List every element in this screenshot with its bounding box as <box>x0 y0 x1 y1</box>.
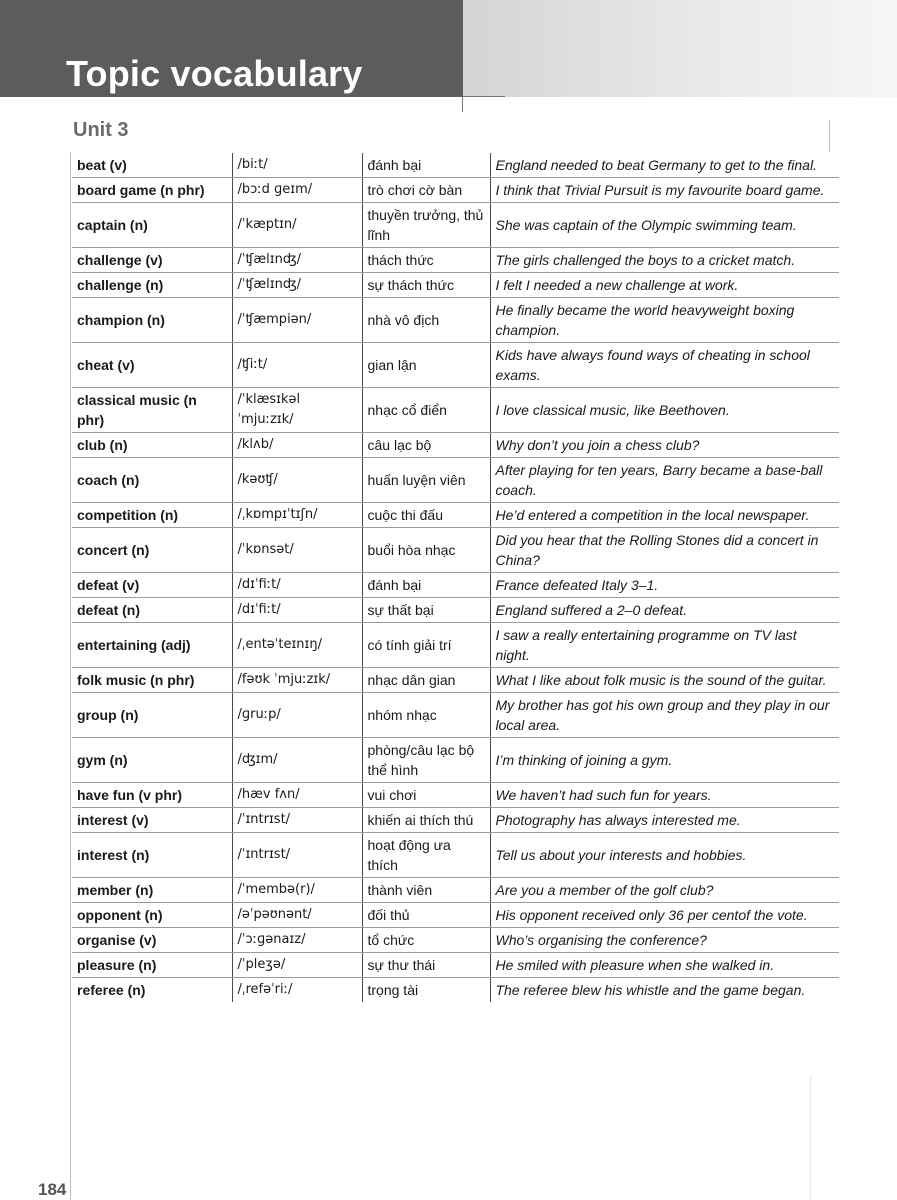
vocab-pronunciation: /fəʊk ˈmjuːzɪk/ <box>232 668 362 693</box>
vocab-word: pleasure (n) <box>72 953 232 978</box>
vocab-word: interest (v) <box>72 808 232 833</box>
table-row <box>72 273 839 298</box>
vocab-example: He finally became the world heavyweight boxing champion. <box>490 298 839 343</box>
vocab-pronunciation: /bɔːd ɡeɪm/ <box>232 178 362 203</box>
vocab-example: I saw a really entertaining programme on TV last night. <box>490 623 839 668</box>
table-row <box>72 833 839 878</box>
vocab-word: challenge (v) <box>72 248 232 273</box>
vocab-word: have fun (v phr) <box>72 783 232 808</box>
vocab-word: defeat (n) <box>72 598 232 623</box>
table-row <box>72 783 839 808</box>
unit-heading: Unit 3 <box>73 119 129 141</box>
vocab-pronunciation: /ˈkɒnsət/ <box>232 528 362 573</box>
vocab-pronunciation: /ˌentəˈteɪnɪŋ/ <box>232 623 362 668</box>
vocab-meaning: đánh bại <box>362 153 490 178</box>
vocab-word: folk music (n phr) <box>72 668 232 693</box>
vocab-example: I think that Trivial Pursuit is my favourite board game. <box>490 178 839 203</box>
vocab-meaning: sự thách thức <box>362 273 490 298</box>
vocab-pronunciation: /ˈʧæmpiən/ <box>232 298 362 343</box>
vocab-meaning: huấn luyện viên <box>362 458 490 503</box>
table-row <box>72 203 839 248</box>
vocab-meaning: tổ chức <box>362 928 490 953</box>
vocab-meaning: cuộc thi đấu <box>362 503 490 528</box>
vocab-word: entertaining (adj) <box>72 623 232 668</box>
vocab-meaning: nhạc cổ điển <box>362 388 490 433</box>
vocab-pronunciation: /əˈpəʊnənt/ <box>232 903 362 928</box>
vocabulary-table <box>72 153 839 1002</box>
vocab-meaning: thành viên <box>362 878 490 903</box>
vocab-pronunciation: /ʧiːt/ <box>232 343 362 388</box>
table-row <box>72 693 839 738</box>
vocab-word: member (n) <box>72 878 232 903</box>
table-row <box>72 953 839 978</box>
vocab-pronunciation: /dɪˈfiːt/ <box>232 573 362 598</box>
vocab-word: group (n) <box>72 693 232 738</box>
vocab-example: I felt I needed a new challenge at work. <box>490 273 839 298</box>
vocab-meaning: sự thư thái <box>362 953 490 978</box>
vocab-example: After playing for ten years, Barry became a base-ball coach. <box>490 458 839 503</box>
vocab-word: interest (n) <box>72 833 232 878</box>
vocab-example: He smiled with pleasure when she walked in. <box>490 953 839 978</box>
header-divider-horizontal <box>463 96 505 97</box>
vocab-word: beat (v) <box>72 153 232 178</box>
vocab-meaning: có tính giải trí <box>362 623 490 668</box>
vocab-meaning: khiến ai thích thú <box>362 808 490 833</box>
vocab-example: Did you hear that the Rolling Stones did a concert in China? <box>490 528 839 573</box>
vocab-pronunciation: /kəʊʧ/ <box>232 458 362 503</box>
vocab-meaning: nhà vô địch <box>362 298 490 343</box>
vocab-pronunciation: /ˈɪntrɪst/ <box>232 833 362 878</box>
table-row <box>72 178 839 203</box>
page-number: 184 <box>38 1180 67 1199</box>
vocab-meaning: phòng/câu lạc bộ thể hình <box>362 738 490 783</box>
vocab-meaning: nhóm nhạc <box>362 693 490 738</box>
vocab-meaning: đối thủ <box>362 903 490 928</box>
vocab-word: competition (n) <box>72 503 232 528</box>
table-row <box>72 623 839 668</box>
vocab-meaning: nhạc dân gian <box>362 668 490 693</box>
table-row <box>72 298 839 343</box>
vocab-example: Photography has always interested me. <box>490 808 839 833</box>
table-row <box>72 528 839 573</box>
vocab-example: Tell us about your interests and hobbies. <box>490 833 839 878</box>
vocab-word: champion (n) <box>72 298 232 343</box>
vocab-example: England needed to beat Germany to get to the final. <box>490 153 839 178</box>
vocab-word: club (n) <box>72 433 232 458</box>
vocab-example: France defeated Italy 3–1. <box>490 573 839 598</box>
header-divider-vertical <box>462 97 463 112</box>
vocab-meaning: trò chơi cờ bàn <box>362 178 490 203</box>
vocab-example: What I like about folk music is the sound of the guitar. <box>490 668 839 693</box>
vocab-word: referee (n) <box>77 982 146 998</box>
vocab-example: Who’s organising the conference? <box>490 928 839 953</box>
vocab-meaning: thách thức <box>362 248 490 273</box>
vocab-meaning: câu lạc bộ <box>362 433 490 458</box>
vocab-pronunciation: /klʌb/ <box>232 433 362 458</box>
table-row <box>72 928 839 953</box>
vocab-word: gym (n) <box>72 738 232 783</box>
vocab-example: Are you a member of the golf club? <box>490 878 839 903</box>
vocab-word: cheat (v) <box>72 343 232 388</box>
vocab-example: Kids have always found ways of cheating in school exams. <box>490 343 839 388</box>
vocab-example: The girls challenged the boys to a cricket match. <box>490 248 839 273</box>
vocab-pronunciation: /ˌrefəˈriː/ <box>232 978 362 1003</box>
vocabulary-table-body <box>72 153 839 1002</box>
vocab-pronunciation: /ˈɪntrɪst/ <box>232 808 362 833</box>
vocab-example: We haven’t had such fun for years. <box>490 783 839 808</box>
vocab-word: classical music (n phr) <box>72 388 232 433</box>
right-margin-guide <box>810 1075 811 1200</box>
vocab-pronunciation: /biːt/ <box>232 153 362 178</box>
table-row <box>72 808 839 833</box>
vocab-pronunciation: /ˈpleʒə/ <box>232 953 362 978</box>
vocab-word: challenge (n) <box>72 273 232 298</box>
vocab-pronunciation: /ˈʧælɪnʤ/ <box>232 273 362 298</box>
table-row <box>72 388 839 433</box>
table-row <box>72 343 839 388</box>
vocab-pronunciation: /ˈʧælɪnʤ/ <box>232 248 362 273</box>
table-row <box>72 668 839 693</box>
vocab-meaning: vui chơi <box>362 783 490 808</box>
vocab-meaning: đánh bại <box>362 573 490 598</box>
vocab-meaning: sự thất bại <box>362 598 490 623</box>
table-row <box>72 598 839 623</box>
vocab-meaning: buổi hòa nhạc <box>362 528 490 573</box>
vocab-example: She was captain of the Olympic swimming team. <box>490 203 839 248</box>
vocab-pronunciation: /ˈɔːɡənaɪz/ <box>232 928 362 953</box>
vocab-word: opponent (n) <box>72 903 232 928</box>
vocab-word: coach (n) <box>72 458 232 503</box>
table-row <box>72 903 839 928</box>
vocab-example: The referee blew his whistle and the game began. <box>490 978 839 1003</box>
vocab-pronunciation: /dɪˈfiːt/ <box>232 598 362 623</box>
table-row <box>72 153 839 178</box>
vocab-example: I’m thinking of joining a gym. <box>490 738 839 783</box>
table-row <box>72 503 839 528</box>
vocab-example: My brother has got his own group and they play in our local area. <box>490 693 839 738</box>
table-row <box>72 878 839 903</box>
vocab-meaning: hoạt động ưa thích <box>362 833 490 878</box>
vocab-word: concert (n) <box>72 528 232 573</box>
vocab-pronunciation: /ʤɪm/ <box>232 738 362 783</box>
vocab-word: defeat (v) <box>72 573 232 598</box>
table-row <box>72 978 839 1003</box>
vocab-pronunciation: /ˈmembə(r)/ <box>232 878 362 903</box>
page-title: Topic vocabulary <box>66 53 363 94</box>
table-row <box>72 433 839 458</box>
vocab-pronunciation: /ɡruːp/ <box>232 693 362 738</box>
right-margin-tick <box>829 120 830 152</box>
vocab-example: Why don’t you join a chess club? <box>490 433 839 458</box>
vocab-example: His opponent received only 36 per centof the vote. <box>490 903 839 928</box>
left-margin-rule <box>70 152 71 1200</box>
vocab-pronunciation: /ˈkæptɪn/ <box>232 203 362 248</box>
table-row <box>72 738 839 783</box>
vocab-pronunciation: /ˌkɒmpɪˈtɪʃn/ <box>232 503 362 528</box>
table-row <box>72 573 839 598</box>
vocab-meaning: gian lận <box>362 343 490 388</box>
vocab-example: England suffered a 2–0 defeat. <box>490 598 839 623</box>
vocab-word: captain (n) <box>72 203 232 248</box>
vocab-word: organise (v) <box>72 928 232 953</box>
vocab-meaning: trọng tài <box>362 978 490 1003</box>
vocab-meaning: thuyền trưởng, thủ lĩnh <box>362 203 490 248</box>
vocab-word: board game (n phr) <box>72 178 232 203</box>
table-row <box>72 458 839 503</box>
vocab-pronunciation: /ˈklæsɪkəl ˈmjuːzɪk/ <box>232 388 362 433</box>
header-banner-light <box>463 0 897 97</box>
vocab-example: He’d entered a competition in the local newspaper. <box>490 503 839 528</box>
vocab-pronunciation: /hæv fʌn/ <box>232 783 362 808</box>
vocab-example: I love classical music, like Beethoven. <box>490 388 839 433</box>
table-row <box>72 248 839 273</box>
